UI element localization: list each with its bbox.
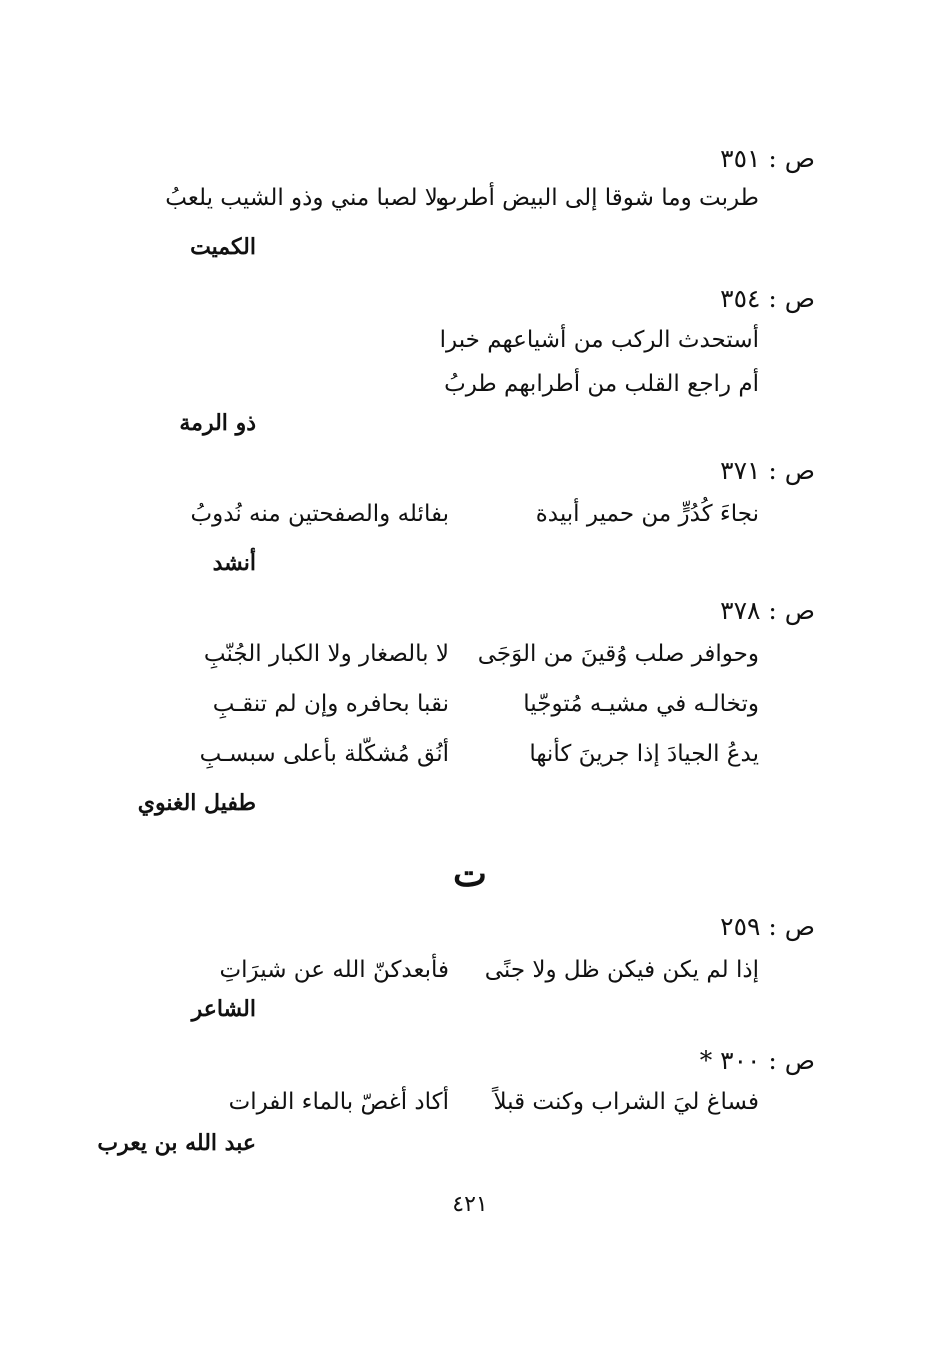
poet-name: ذو الرمة [179, 410, 256, 436]
section-letter: ت [453, 853, 487, 895]
page-reference: ص : ٢٥٩ [720, 912, 815, 941]
verse-line [199, 1082, 759, 1122]
verse-line [199, 634, 759, 674]
verse-first-hemistich: يدعُ الجيادَ إذا جرينَ كأنها [529, 741, 759, 767]
verse-first-hemistich: وحوافر صلب وُقينَ من الوَجَى [477, 641, 759, 667]
verse-second-hemistich: أكاد أغصّ بالماء الفرات [228, 1089, 449, 1115]
poet-name: طفيل الغنوي [137, 790, 256, 816]
verse-second-hemistich: نقبا بحافره وإن لم تنقـبِ [212, 691, 449, 717]
page-reference: ص : ٣٠٠ * [699, 1046, 815, 1075]
poet-name: عبد الله بن يعرب [97, 1130, 256, 1156]
verse-first-hemistich: طربت وما شوقا إلى البيض أطرب [435, 185, 759, 211]
poet-name: أنشد [212, 550, 256, 576]
page-reference: ص : ٣٧١ [720, 456, 815, 485]
verse-second-hemistich: أنُق مُشكّلة بأعلى سبسـبِ [199, 741, 449, 767]
page-number: ٤٢١ [452, 1192, 488, 1217]
verse-second-hemistich: ولا لصبا مني وذو الشيب يلعبُ [165, 185, 449, 211]
verse-second-hemistich: بفائله والصفحتين منه نُدوبُ [190, 501, 449, 527]
verse-line [190, 494, 759, 534]
page-reference: ص : ٣٥١ [720, 144, 815, 173]
poet-name: الكميت [190, 234, 256, 260]
verse-line [165, 178, 759, 218]
verse-second-hemistich: لا بالصغار ولا الكبار الجُنّبِ [203, 641, 449, 667]
verse-second-hemistich: فأبعدكنّ الله عن شيرَاتِ [219, 957, 449, 983]
verse-first-hemistich: نجاءَ كُدُرٍّ من حمير أبيدة [535, 501, 759, 527]
verse-line [199, 734, 759, 774]
verse-text: أستحدث الركب من أشياعهم خبرا [439, 327, 759, 353]
verse-line [199, 950, 759, 990]
verse-first-hemistich: فساغ ليَ الشراب وكنت قبلاً [493, 1089, 759, 1115]
verse-first-hemistich: وتخالـه في مشيـه مُتوجّيا [523, 691, 759, 717]
page-reference: ص : ٣٧٨ [720, 596, 815, 625]
verse-line [199, 364, 759, 404]
verse-text: أم راجع القلب من أطرابهم طربُ [444, 371, 759, 397]
verse-line [199, 320, 759, 360]
verse-line [199, 684, 759, 724]
poet-name: الشاعر [191, 996, 256, 1022]
page-reference: ص : ٣٥٤ [720, 284, 815, 313]
verse-first-hemistich: إذا لم يكن فيكن ظل ولا جنًى [484, 957, 759, 983]
